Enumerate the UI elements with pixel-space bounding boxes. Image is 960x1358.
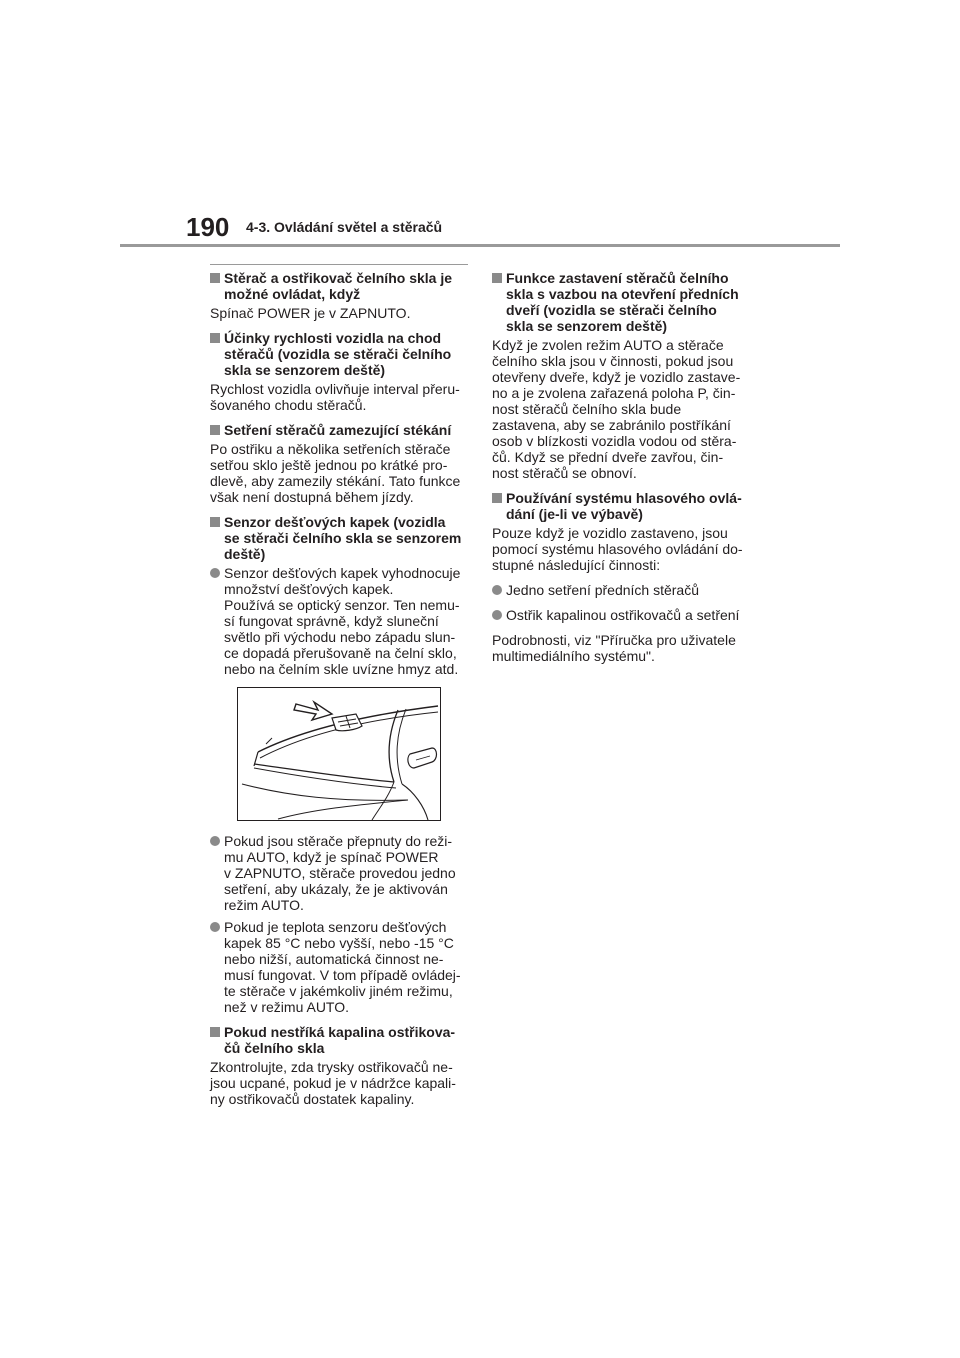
section-paragraph: Pouze když je vozidlo zastaveno, jsou pomocí systému hlasového ovládání do- stupné následující činnosti: <box>492 525 743 573</box>
round-bullet-icon <box>210 568 220 578</box>
right-column <box>492 270 754 673</box>
section-heading: Pokud nestříká kapalina ostřikova- čů čelního skla <box>210 1024 472 1056</box>
square-bullet-icon <box>210 333 220 343</box>
section-heading: Účinky rychlosti vozidla na chod stěračů (vozidla se stěrači čelního skla se senzorem deště) <box>210 330 472 378</box>
windshield-sensor-icon <box>238 688 440 820</box>
left-column <box>210 270 472 1116</box>
round-bullet-icon <box>210 836 220 846</box>
square-bullet-icon <box>210 517 220 527</box>
chapter-title: 4-3. Ovládání světel a stěračů <box>246 219 443 235</box>
section-heading: Senzor dešťových kapek (vozidla se stěrači čelního skla se senzorem deště) <box>210 514 472 562</box>
square-bullet-icon <box>492 273 502 283</box>
square-bullet-icon <box>492 493 502 503</box>
square-bullet-icon <box>210 273 220 283</box>
rain-sensor-illustration <box>237 687 441 821</box>
bullet-item: Jedno setření předních stěračů <box>492 582 754 598</box>
section-paragraph: Po ostřiku a několika setřeních stěrače setřou sklo ještě jednou po krátké pro- dlevě, aby zamezily stékání. Tato funkce však není dostupná během jízdy. <box>210 441 461 505</box>
section-paragraph: Když je zvolen režim AUTO a stěrače čelního skla jsou v činnosti, pokud jsou otevřeny dveře, když je vozidlo zastave- no a je zvolena zařazená poloha P, čin- nost stěračů čelního skla bude zastavena, aby se zabránilo postříkání osob v blízkosti vozidla vodou od stěra- čů. Když se přední dveře zavřou, čin- nost stěračů se obnoví. <box>492 337 741 481</box>
section-paragraph: Podrobnosti, viz "Příručka pro uživatele multimediálního systému". <box>492 632 736 664</box>
bullet-item: Pokud jsou stěrače přepnuty do reži- mu AUTO, když je spínač POWER v ZAPNUTO, stěrače provedou jedno setření, aby ukázaly, že je aktivován režim AUTO. <box>210 833 472 913</box>
section-paragraph: Rychlost vozidla ovlivňuje interval přeru- šovaného chodu stěračů. <box>210 381 460 413</box>
square-bullet-icon <box>210 425 220 435</box>
bullet-item: Senzor dešťových kapek vyhodnocuje množství dešťových kapek. Používá se optický senzor. Ten nemu- sí fungovat správně, když sluneční světlo při východu nebo západu slun- ce dopadá přerušovaně na čelní sklo, nebo na čelním skle uvízne hmyz atd. <box>210 565 472 677</box>
section-heading: Setření stěračů zamezující stékání <box>210 422 472 438</box>
square-bullet-icon <box>210 1027 220 1037</box>
round-bullet-icon <box>210 922 220 932</box>
page-number: 190 <box>186 212 230 242</box>
section-heading: Stěrač a ostřikovač čelního skla je možné ovládat, když <box>210 270 472 302</box>
bullet-item: Pokud je teplota senzoru dešťových kapek 85 °C nebo vyšší, nebo -15 °C nebo nižší, automatická činnost ne- musí fungovat. V tom případě ovládej- te stěrače v jakémkoliv jiném režimu, než v režimu AUTO. <box>210 919 472 1015</box>
round-bullet-icon <box>492 610 502 620</box>
bullet-item: Ostřik kapalinou ostřikovačů a setření <box>492 607 754 623</box>
column-divider <box>210 264 468 265</box>
section-paragraph: Spínač POWER je v ZAPNUTO. <box>210 305 411 321</box>
round-bullet-icon <box>492 585 502 595</box>
section-heading: Používání systému hlasového ovlá- dání (je-li ve výbavě) <box>492 490 754 522</box>
section-paragraph: Zkontrolujte, zda trysky ostřikovačů ne- jsou ucpané, pokud je v nádržce kapali- ny ostřikovačů dostatek kapaliny. <box>210 1059 456 1107</box>
header-divider <box>120 244 840 247</box>
section-heading: Funkce zastavení stěračů čelního skla s vazbou na otevření předních dveří (vozidla se stěrači čelního skla se senzorem deště) <box>492 270 754 334</box>
